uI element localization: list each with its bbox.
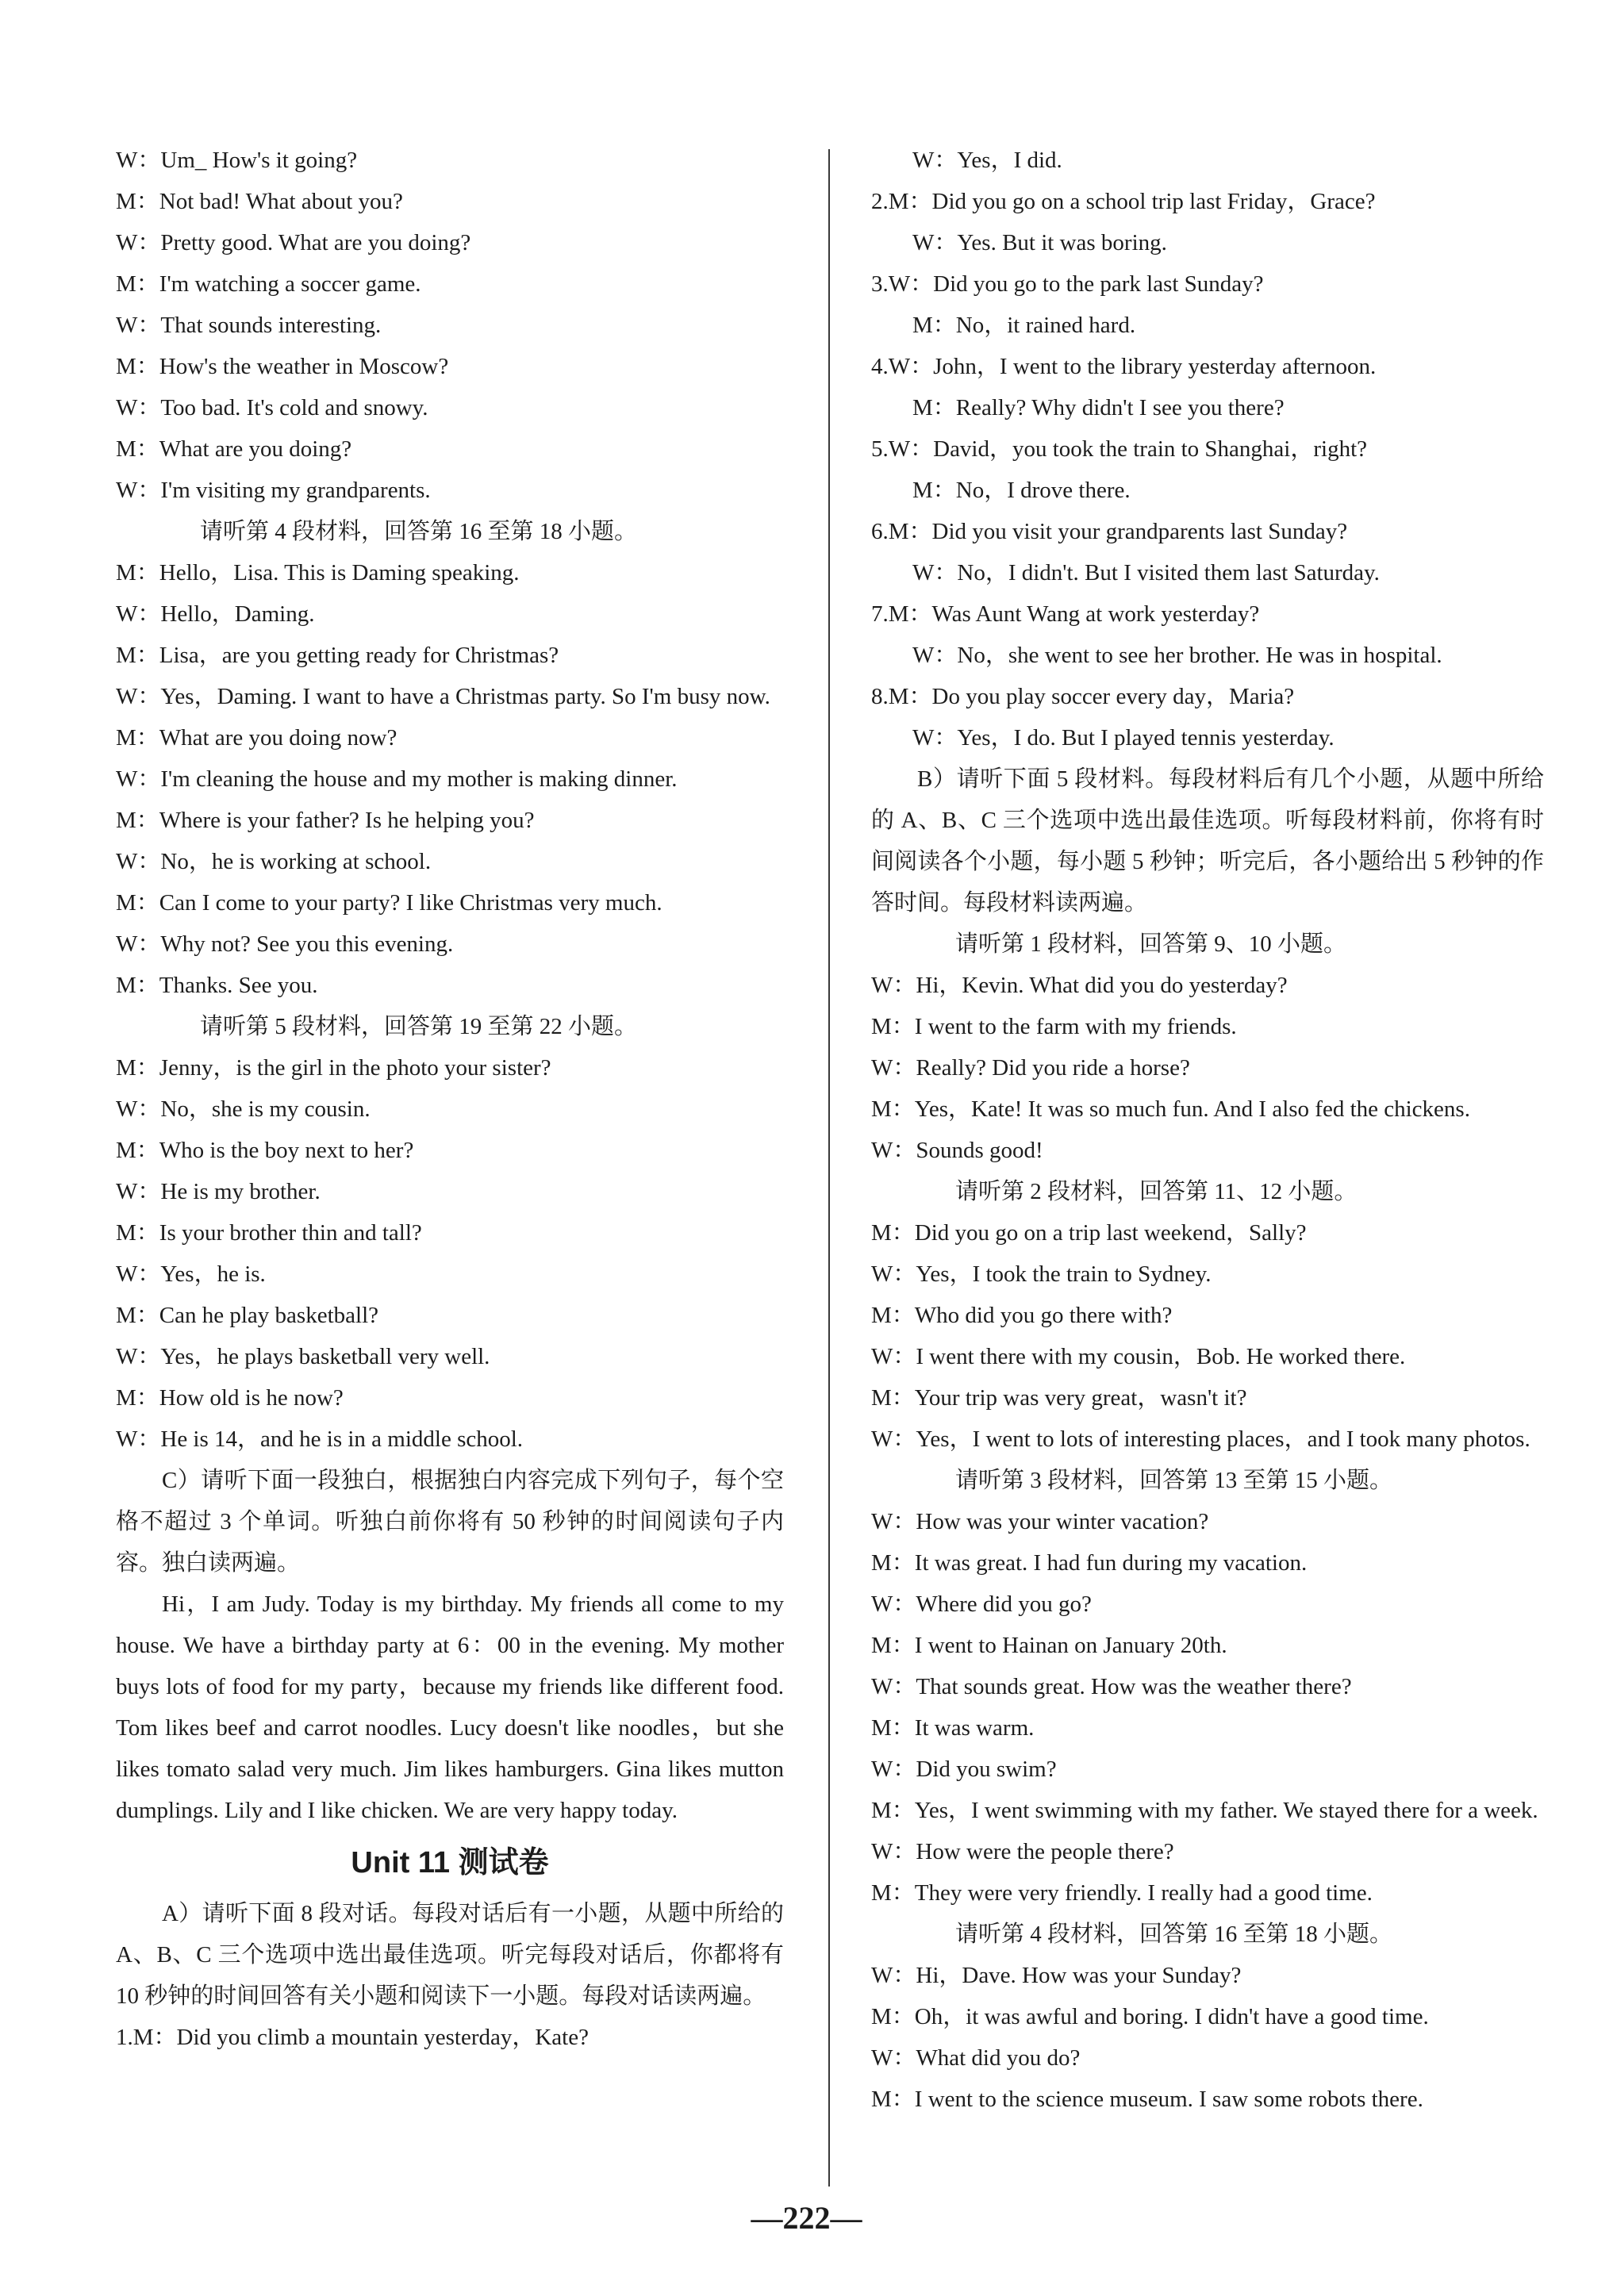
- dialogue-line: 4.W：John，I went to the library yesterday afternoon.: [871, 354, 1377, 379]
- dialogue-line: M：How old is he now?: [116, 1385, 344, 1411]
- dialogue-line: M：Not bad! What about you?: [116, 189, 403, 214]
- section-instruction: 请听第 2 段材料，回答第 11、12 小题。: [955, 1179, 1358, 1204]
- paragraph: C）请听下面一段独白，根据独白内容完成下列句子，每个空格不超过 3 个单词。听独白前你将有 50 秒钟的时间阅读句子内容。独白读两遍。: [116, 1468, 784, 1576]
- dialogue-line: W：I'm visiting my grandparents.: [116, 478, 431, 503]
- dialogue-line: 7.M：Was Aunt Wang at work yesterday?: [871, 601, 1260, 627]
- section-instruction: 请听第 4 段材料，回答第 16 至第 18 小题。: [200, 519, 638, 544]
- dialogue-line: 8.M：Do you play soccer every day，Maria?: [871, 684, 1295, 709]
- dialogue-line: W：How were the people there?: [871, 1839, 1174, 1864]
- dialogue-line: W：Yes，I did.: [912, 148, 1062, 173]
- dialogue-line: M：Can he play basketball?: [116, 1303, 378, 1328]
- dialogue-line: W：Yes，I took the train to Sydney.: [871, 1261, 1212, 1287]
- dialogue-line: M：It was warm.: [871, 1715, 1035, 1741]
- dialogue-line: W：Yes. But it was boring.: [912, 230, 1167, 255]
- dialogue-line: M：I went to the science museum. I saw some robots there.: [871, 2087, 1423, 2112]
- dialogue-line: M：I'm watching a soccer game.: [116, 271, 421, 297]
- dialogue-line: W：Sounds good!: [871, 1138, 1043, 1163]
- dialogue-line: M：No，I drove there.: [912, 478, 1131, 503]
- dialogue-line: M：They were very friendly. I really had a good time.: [871, 1880, 1373, 1906]
- dialogue-line: W：No，she went to see her brother. He was in hospital.: [912, 643, 1442, 668]
- dialogue-line: M：Where is your father? Is he helping you?: [116, 808, 535, 833]
- dialogue-line: W：That sounds great. How was the weather there?: [871, 1674, 1352, 1699]
- dialogue-line: W：Too bad. It's cold and snowy.: [116, 395, 428, 420]
- dialogue-line: M：Your trip was very great，wasn't it?: [871, 1385, 1247, 1411]
- dialogue-line: M：Who did you go there with?: [871, 1303, 1173, 1328]
- dialogue-line: M：Is your brother thin and tall?: [116, 1220, 422, 1246]
- dialogue-line: M：How's the weather in Moscow?: [116, 354, 449, 379]
- dialogue-line: W：He is my brother.: [116, 1179, 321, 1204]
- dialogue-line: M：I went to Hainan on January 20th.: [871, 1633, 1227, 1658]
- dialogue-line: W：Why not? See you this evening.: [116, 931, 454, 957]
- dialogue-line: W：Really? Did you ride a horse?: [871, 1055, 1190, 1081]
- dialogue-line: M：Really? Why didn't I see you there?: [912, 395, 1285, 420]
- dialogue-line: W：Pretty good. What are you doing?: [116, 230, 471, 255]
- dialogue-line: M：It was great. I had fun during my vacation.: [871, 1550, 1308, 1576]
- unit-title: Unit 11 测试卷: [351, 1846, 549, 1879]
- dialogue-line: M：Oh，it was awful and boring. I didn't have a good time.: [871, 2004, 1429, 2029]
- dialogue-line: W：He is 14，and he is in a middle school.: [116, 1426, 524, 1452]
- dialogue-line: M：Yes，I went swimming with my father. We stayed there for a week.: [871, 1798, 1538, 1823]
- dialogue-line: W：No，she is my cousin.: [116, 1096, 371, 1122]
- dialogue-line: M：Lisa，are you getting ready for Christmas?: [116, 643, 559, 668]
- section-instruction: 请听第 1 段材料，回答第 9、10 小题。: [955, 931, 1347, 957]
- right-column: [871, 140, 1544, 2120]
- dialogue-line: W：Yes，I do. But I played tennis yesterday.: [912, 725, 1335, 751]
- section-instruction: 请听第 4 段材料，回答第 16 至第 18 小题。: [955, 1922, 1393, 1947]
- section-instruction: 请听第 5 段材料，回答第 19 至第 22 小题。: [200, 1014, 638, 1039]
- dialogue-line: 2.M：Did you go on a school trip last Friday，Grace?: [871, 189, 1376, 214]
- dialogue-line: W：Yes，he plays basketball very well.: [116, 1344, 490, 1369]
- page-number: —222—: [751, 2200, 862, 2236]
- dialogue-line: W：No，he is working at school.: [116, 849, 432, 874]
- dialogue-line: W：Hi，Kevin. What did you do yesterday?: [871, 973, 1288, 998]
- paragraph: Hi，I am Judy. Today is my birthday. My friends all come to my house. We have a birthday party at 6：00 in the evening. My mother buys lots of food for my party，because my friends like different food. Tom likes beef and carrot noodles. Lucy doesn't like noodles，but she likes tomato salad very much. Jim likes hamburgers. Gina likes mutton dumplings. Lily and I like chicken. We are very happy today.: [116, 1591, 784, 1823]
- dialogue-line: M：Thanks. See you.: [116, 973, 318, 998]
- dialogue-line: W：Did you swim?: [871, 1757, 1057, 1782]
- dialogue-line: M：Who is the boy next to her?: [116, 1138, 414, 1163]
- dialogue-line: 1.M：Did you climb a mountain yesterday，Kate?: [116, 2025, 589, 2050]
- dialogue-line: 5.W：David，you took the train to Shanghai，right?: [871, 436, 1368, 462]
- dialogue-line: 6.M：Did you visit your grandparents last Sunday?: [871, 519, 1348, 544]
- dialogue-line: W：How was your winter vacation?: [871, 1509, 1209, 1534]
- dialogue-line: M：No，it rained hard.: [912, 313, 1136, 338]
- dialogue-line: W：Yes，he is.: [116, 1261, 266, 1287]
- dialogue-line: M：I went to the farm with my friends.: [871, 1014, 1237, 1039]
- dialogue-line: W：Hi，Dave. How was your Sunday?: [871, 1963, 1242, 1988]
- section-instruction: 请听第 3 段材料，回答第 13 至第 15 小题。: [955, 1468, 1393, 1493]
- dialogue-line: M：What are you doing?: [116, 436, 352, 462]
- dialogue-line: M：Yes，Kate! It was so much fun. And I also fed the chickens.: [871, 1096, 1470, 1122]
- dialogue-line: W：Where did you go?: [871, 1591, 1092, 1617]
- left-column: [116, 140, 784, 2058]
- dialogue-line: M：Did you go on a trip last weekend，Sally?: [871, 1220, 1307, 1246]
- dialogue-line: W：That sounds interesting.: [116, 313, 382, 338]
- dialogue-line: M：What are you doing now?: [116, 725, 397, 751]
- dialogue-line: W：Yes，I went to lots of interesting places，and I took many photos.: [871, 1426, 1530, 1452]
- column-divider: [828, 149, 830, 2187]
- dialogue-line: 3.W：Did you go to the park last Sunday?: [871, 271, 1264, 297]
- dialogue-line: W：I went there with my cousin，Bob. He worked there.: [871, 1344, 1406, 1369]
- dialogue-line: M：Jenny，is the girl in the photo your sister?: [116, 1055, 551, 1081]
- dialogue-line: W：Hello，Daming.: [116, 601, 315, 627]
- dialogue-line: M：Hello，Lisa. This is Daming speaking.: [116, 560, 520, 586]
- paragraph: A）请听下面 8 段对话。每段对话后有一小题，从题中所给的 A、B、C 三个选项中选出最佳选项。听完每段对话后，你都将有 10 秒钟的时间回答有关小题和阅读下一小题。每段对话读两遍。: [116, 1901, 784, 2009]
- dialogue-line: W：What did you do?: [871, 2045, 1081, 2071]
- dialogue-line: W：Um_ How's it going?: [116, 148, 358, 173]
- dialogue-line: W：I'm cleaning the house and my mother is making dinner.: [116, 766, 678, 792]
- dialogue-line: W：Yes，Daming. I want to have a Christmas party. So I'm busy now.: [116, 684, 770, 709]
- dialogue-line: M：Can I come to your party? I like Christmas very much.: [116, 890, 662, 916]
- dialogue-line: W：No，I didn't. But I visited them last Saturday.: [912, 560, 1380, 586]
- paragraph: B）请听下面 5 段材料。每段材料后有几个小题，从题中所给的 A、B、C 三个选项中选出最佳选项。听每段材料前，你将有时间阅读各个小题，每小题 5 秒钟；听完后，各小题给出 5 秒钟的作答时间。每段材料读两遍。: [871, 766, 1544, 916]
